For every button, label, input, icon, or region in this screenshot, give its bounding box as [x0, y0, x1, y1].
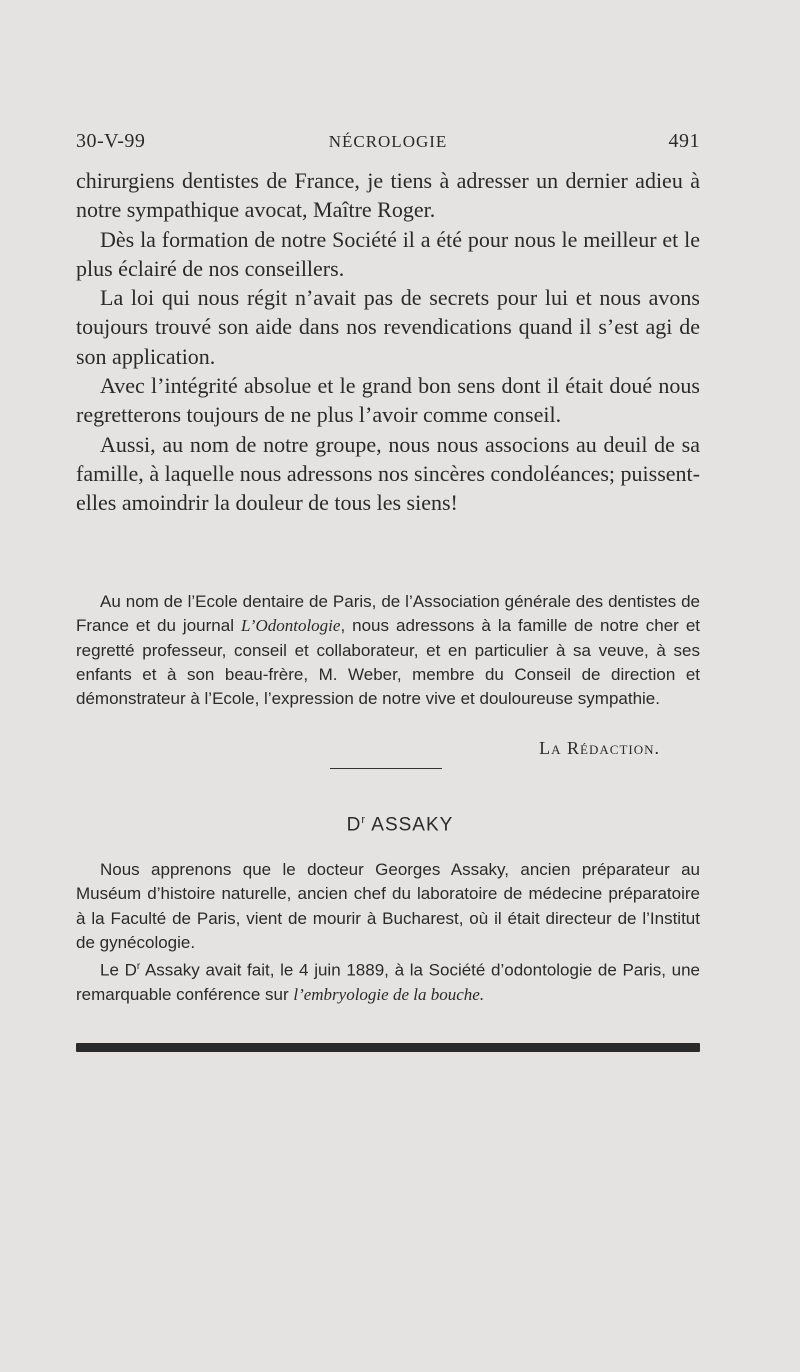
assaky-paragraph-2: [76, 955, 700, 1007]
lecture-title: l’embryologie de la bouche.: [293, 985, 485, 1005]
redaction-signature: La Rédaction.: [539, 738, 660, 758]
redaction-text-b: , nous adressons à la famille de notre cher et regretté professeur, conseil et collaborateur, et en particulier à sa veuve, à ses enfants et à son beau-frère, M. Weber, membre du Conseil de direction et démonstrateur à l’Ecole, l’expression de notre vive et douloureuse sympathie.: [76, 616, 700, 709]
heading-prefix: D: [346, 814, 362, 836]
assaky-p2-b: Assaky avait fait, le 4 juin 1889, à la Société d’odontologie de Paris, une remarquable conférence sur: [76, 960, 700, 1005]
journal-title: L’Odontologie: [240, 616, 341, 636]
redaction-text-a: Au nom de l’Ecole dentaire de Paris, de l’Association générale des dentistes de France et du journal: [76, 592, 700, 636]
redaction-paragraph: [76, 590, 700, 711]
assaky-p2-sup: r: [136, 961, 141, 973]
page-number: 491: [668, 130, 700, 152]
ornamental-bar: [76, 1043, 700, 1052]
paragraph-5: Aussi, au nom de notre groupe, nous nous associons au deuil de sa famille, à laquelle nous adressons nos sincères condoléances; puissent-elles amoindrir la douleur de tous les siens!: [76, 431, 700, 516]
paragraph-2: Dès la formation de notre Société il a été pour nous le meilleur et le plus éclairé de nos conseillers.: [76, 226, 700, 281]
main-text: [76, 166, 700, 518]
header-section-title: NÉCROLOGIE: [328, 132, 448, 151]
assaky-p2-a: Le D: [100, 960, 137, 980]
header-date: 30-V-99: [76, 130, 146, 152]
paragraph-3: La loi qui nous régit n’avait pas de secrets pour lui et nous avons toujours trouvé son aide dans nos revendications quand il s’est agi de son application.: [76, 285, 700, 369]
paragraph-1: chirurgiens dentistes de France, je tiens à adresser un dernier adieu à notre sympathique avocat, Maître Roger.: [76, 168, 700, 223]
assaky-paragraph-1: Nous apprenons que le docteur Georges Assaky, ancien préparateur au Muséum d’histoire naturelle, ancien chef du laboratoire de médecine préparatoire à la Faculté de Paris, vient de mourir à Bucharest, où il était directeur de l’Institut de gynécologie.: [76, 860, 700, 952]
section-divider: [330, 768, 442, 769]
assaky-heading: [0, 814, 800, 836]
running-header: [76, 130, 700, 160]
paragraph-4: Avec l’intégrité absolue et le grand bon sens dont il était doué nous regretterons toujours de ne plus l’avoir comme conseil.: [76, 373, 700, 428]
heading-sup: r: [361, 814, 367, 826]
assaky-text: [76, 858, 700, 1007]
heading-name: ASSAKY: [366, 814, 454, 836]
redaction-note: [76, 590, 700, 711]
